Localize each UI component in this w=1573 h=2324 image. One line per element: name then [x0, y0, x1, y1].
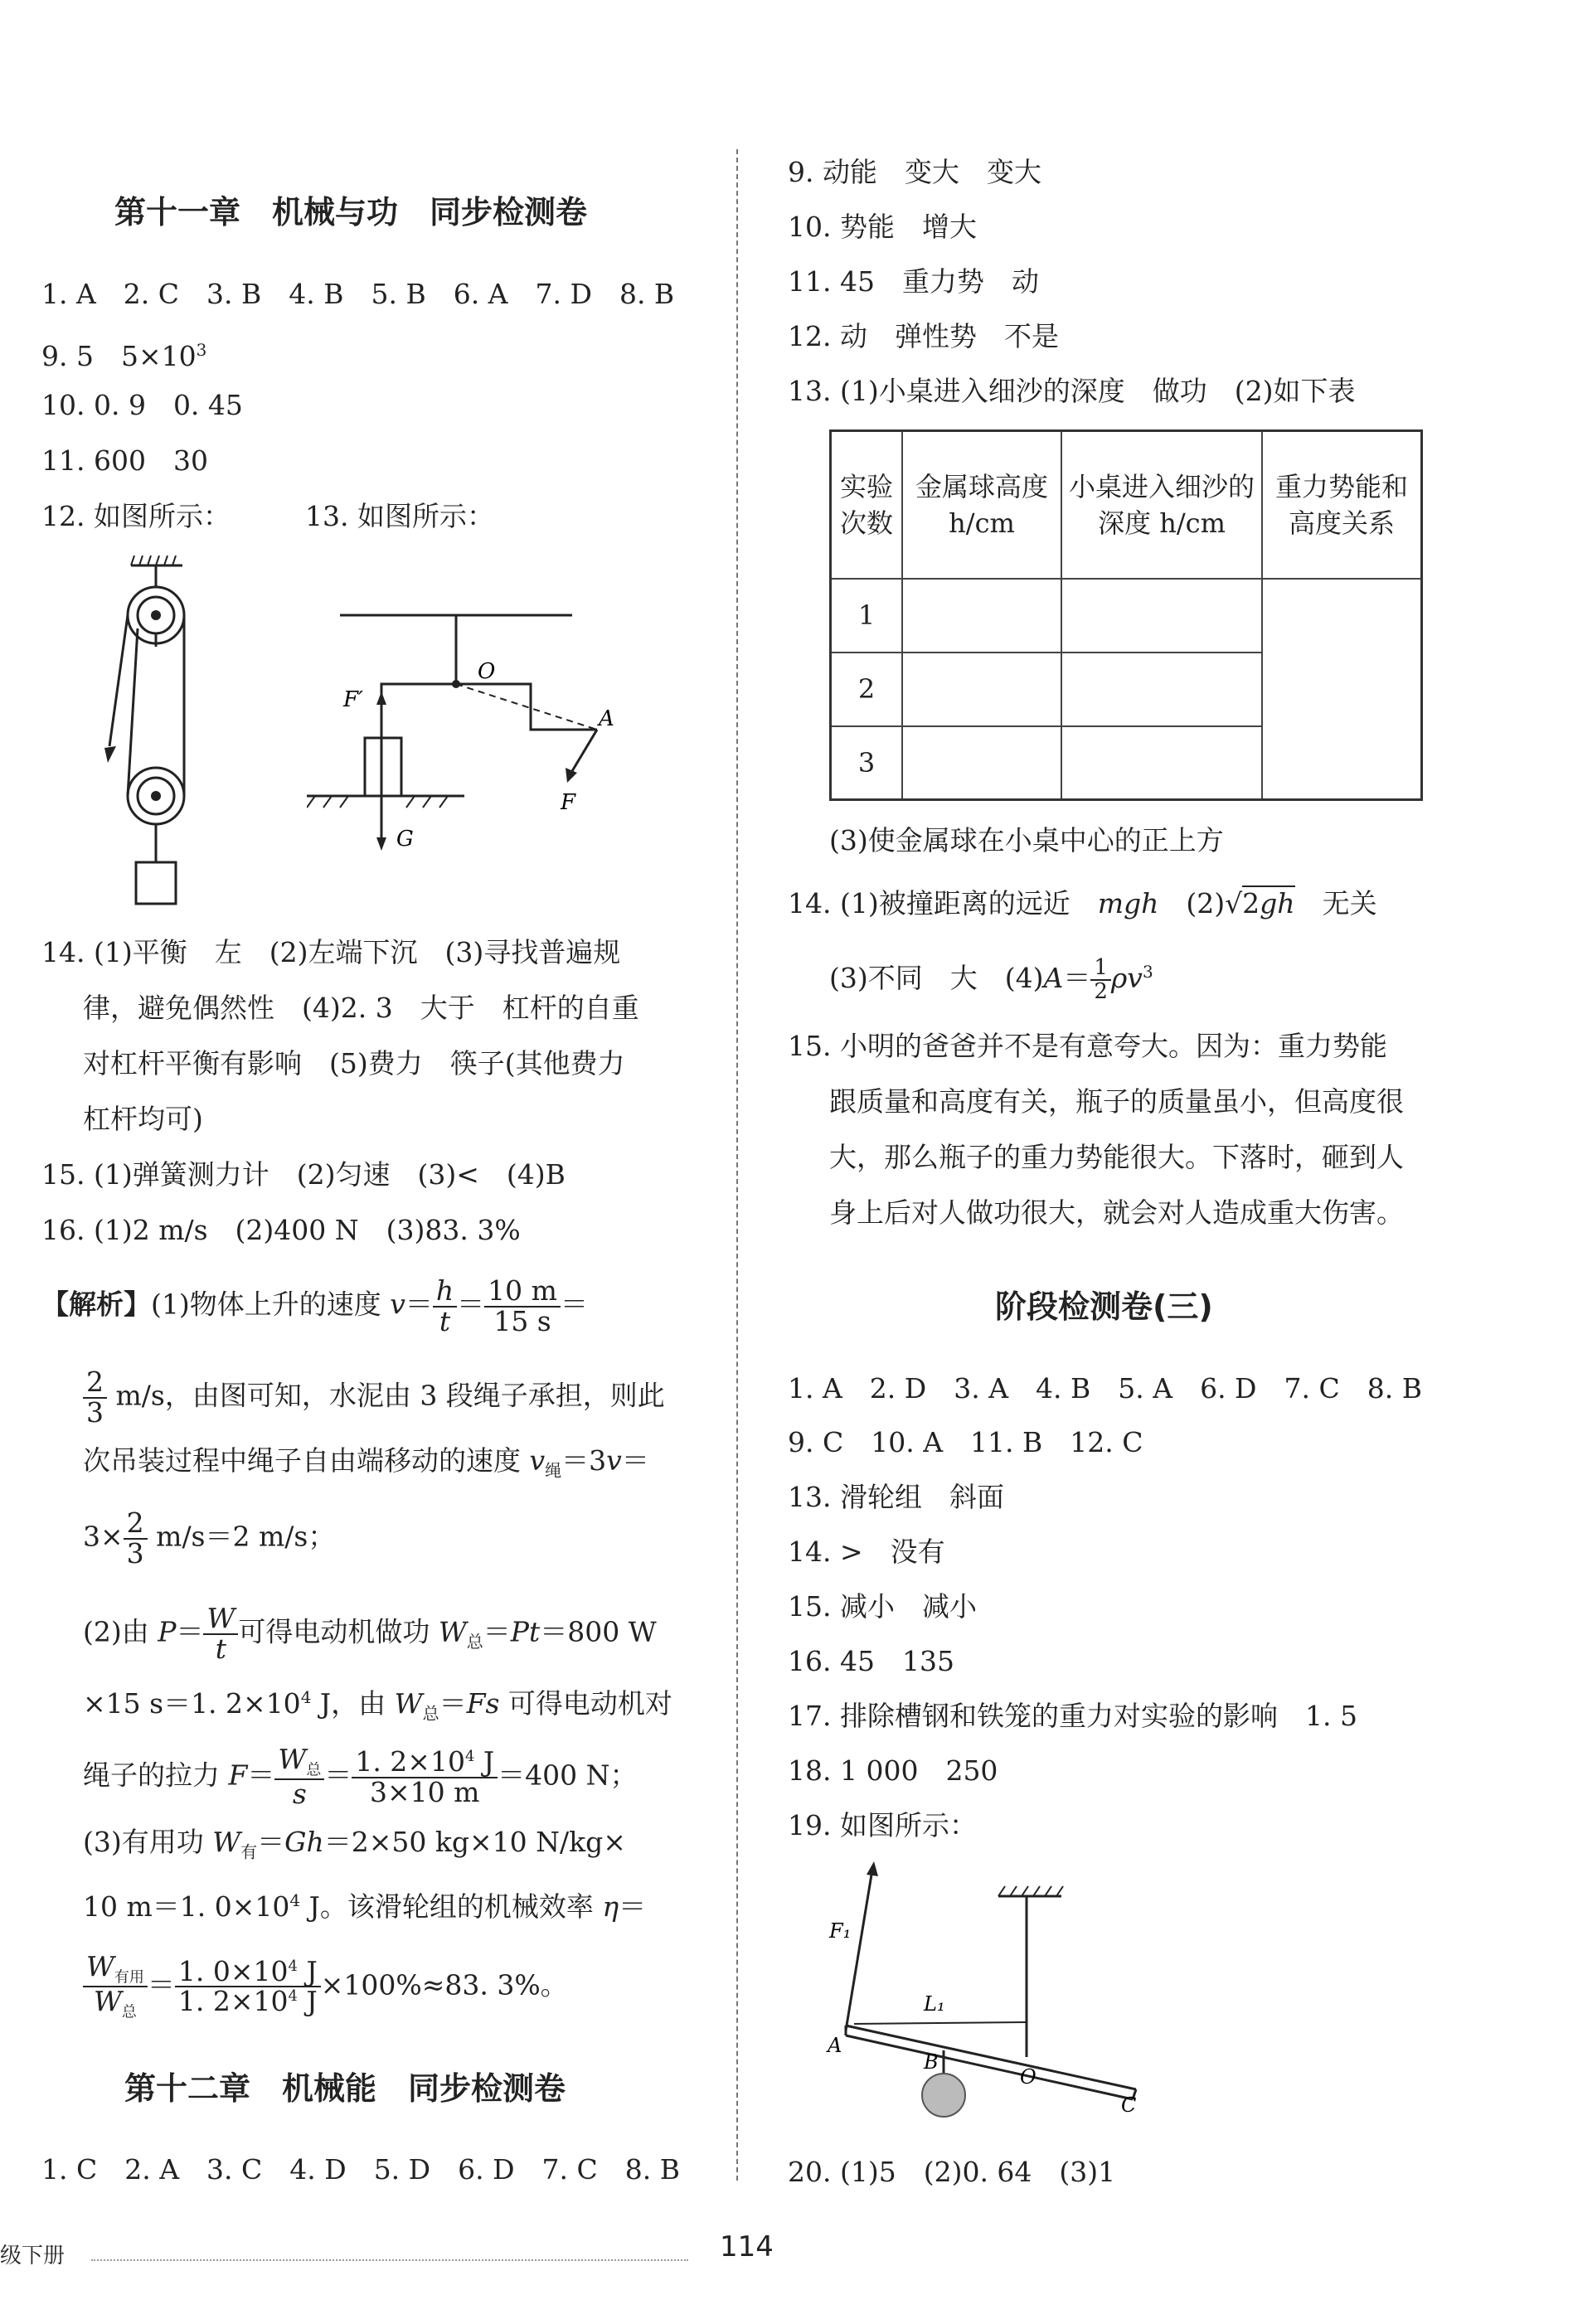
table-row-3: 3 [831, 726, 903, 800]
answer-10: 10. 0. 9 0. 45 [41, 389, 243, 421]
analysis-line2: $\frac{2}{3}$ m/s，由图可知，水泥由 3 段绳子承担，则此 [83, 1368, 665, 1427]
ch12-answer-9: 9. 动能 变大 变大 [788, 156, 1041, 188]
analysis-line3: 次吊装过程中绳子自由端移动的速度 $v_绳=3v=$ [83, 1444, 649, 1481]
stage3-answer-20: 20. (1)5 (2)0. 64 (3)1 [788, 2156, 1116, 2188]
ch12-answer-13-3: (3)使金属球在小桌中心的正上方 [829, 824, 1224, 856]
stage3-answer-18: 18. 1 000 250 [788, 1754, 998, 1787]
ch12-answer-11: 11. 45 重力势 动 [788, 265, 1039, 298]
ch12-answer-14-line1: 14. (1)被撞距离的远近 mgh (2)√2gh 无关 [788, 887, 1377, 919]
analysis-line10: $\frac{W_{有用}}{W_总}$ ＝ $\frac{1. 0\times 10^4 J}{1. 2\times 10^4 J}$ ×100%≈83. 3%。 [83, 1953, 568, 2021]
label-G: G [396, 827, 414, 851]
stage3-answer-13: 13. 滑轮组 斜面 [788, 1481, 1004, 1513]
answer-9: 9. 5 $5\times 10^3$ [41, 340, 207, 372]
analysis-label: 【解析】 [41, 1288, 151, 1321]
column-divider [736, 149, 738, 2181]
pulley-figure [100, 556, 216, 912]
ch12-answer-10: 10. 势能 增大 [788, 211, 977, 243]
page-number: 114 [720, 2230, 774, 2263]
analysis-line9: 10 m＝1. $0\times 10^4$ J。该滑轮组的机械效率 η＝ [83, 1890, 647, 1923]
footer-grade-label: 级下册 [0, 2244, 66, 2268]
stage3-answers-9-12: 9. C 10. A 11. B 12. C [788, 1426, 1143, 1458]
analysis-line4: 3× $\frac{2}{3}$ m/s＝2 m/s； [83, 1506, 336, 1570]
stage3-answer-19: 19. 如图所示： [788, 1809, 977, 1841]
experiment-table [829, 429, 1423, 801]
ch12-answer-15-line4: 身上后对人做功很大，就会对人造成重大伤害。 [829, 1196, 1404, 1229]
ch12-answer-15-line1: 15. 小明的爸爸并不是有意夸大。因为：重力势能 [788, 1030, 1387, 1062]
ch11-mc-answers: 1. A 2. C 3. B 4. B 5. B 6. A 7. D 8. B [41, 278, 675, 310]
answer-15: 15. (1)弹簧测力计 (2)匀速 (3)< (4)B [41, 1158, 566, 1191]
answer-14-line1: 14. (1)平衡 左 (2)左端下沉 (3)寻找普遍规 [41, 936, 621, 968]
ch12-answer-14-line2: (3)不同 大 (4)A＝ $\frac{1}{2}$ $\rho v^3$ [829, 954, 1153, 1004]
label-F1: F₁ [829, 1919, 852, 1943]
lever-figure [307, 605, 638, 854]
label-O: O [478, 659, 496, 684]
table-row-1: 1 [831, 579, 903, 653]
label-F-prime: F′ [343, 687, 363, 712]
answer-12: 12. 如图所示： [41, 500, 231, 532]
answer-11: 11. 600 30 [41, 444, 208, 477]
label-A: A [599, 706, 614, 731]
analysis-line7: 绳子的拉力 F＝ $\frac{W_总}{s}$ ＝ $\frac{1. 2\times 10^4 J}{3\times 10 m}$ ＝400 N； [83, 1743, 638, 1811]
ch12-answer-12: 12. 动 弹性势 不是 [788, 320, 1059, 352]
answer-14-line3: 对杠杆平衡有影响 (5)费力 筷子(其他费力 [83, 1047, 625, 1080]
label-B: B [924, 2050, 939, 2074]
ch12-answer-13: 13. (1)小桌进入细沙的深度 做功 (2)如下表 [788, 375, 1356, 407]
answer-14-line4: 杠杆均可) [83, 1103, 203, 1135]
chapter-12-heading: 第十二章 机械能 同步检测卷 [124, 2070, 566, 2107]
label-L1: L₁ [924, 1992, 945, 2016]
stage-3-heading: 阶段检测卷(三) [995, 1288, 1213, 1325]
label-F: F [561, 790, 576, 815]
analysis-line6: ×15 s＝1. $2\times 10^4$ J，由 $W_总=Fs$ 可得电动机对 [83, 1687, 672, 1724]
answer-16: 16. (1)2 m/s (2)400 N (3)83. 3% [41, 1214, 521, 1246]
stage3-answer-15: 15. 减小 减小 [788, 1590, 977, 1623]
footer-dotted-rule [91, 2259, 688, 2261]
analysis-line8: (3)有用功 $W_有=Gh=2\times 50$ kg×10 N/kg× [83, 1826, 626, 1862]
stage3-answer-17: 17. 排除槽钢和铁笼的重力对实验的影响 1. 5 [788, 1700, 1357, 1732]
stage3-mc-answers: 1. A 2. D 3. A 4. B 5. A 6. D 7. C 8. B [788, 1372, 1422, 1405]
answer-13: 13. 如图所示： [305, 500, 494, 532]
analysis-line5: (2)由 P＝ $\frac{W}{t}$ 可得电动机做功 $W_总=Pt=800$ W [83, 1602, 657, 1665]
label-O-19: O [1020, 2065, 1037, 2089]
ch12-mc-answers: 1. C 2. A 3. C 4. D 5. D 6. D 7. C 8. B [41, 2153, 681, 2186]
analysis-line1: 【解析】(1)物体上升的速度 v＝ $\frac{h}{t}$ ＝ $\frac{10 m}{15 s}$ ＝ [41, 1274, 588, 1337]
table-header-height: 金属球高度 h/cm [902, 431, 1061, 579]
table-row-2: 2 [831, 653, 903, 726]
table-header-trial: 实验次数 [831, 431, 903, 579]
label-A-19: A [828, 2034, 842, 2057]
label-C: C [1121, 2094, 1137, 2117]
stage3-answer-16: 16. 45 135 [788, 1645, 954, 1677]
ch12-answer-15-line3: 大，那么瓶子的重力势能很大。下落时，砸到人 [829, 1141, 1404, 1173]
table-header-depth: 小桌进入细沙的深度 h/cm [1061, 431, 1262, 579]
answer-14-line2: 律，避免偶然性 (4)2. 3 大于 杠杆的自重 [83, 992, 639, 1024]
stage3-answer-14: 14. > 没有 [788, 1536, 945, 1568]
chapter-11-heading: 第十一章 机械与功 同步检测卷 [114, 194, 588, 230]
lever-force-figure [821, 1861, 1169, 2135]
table-header-relation: 重力势能和高度关系 [1262, 431, 1422, 579]
ch12-answer-15-line2: 跟质量和高度有关，瓶子的质量虽小，但高度很 [829, 1085, 1404, 1118]
